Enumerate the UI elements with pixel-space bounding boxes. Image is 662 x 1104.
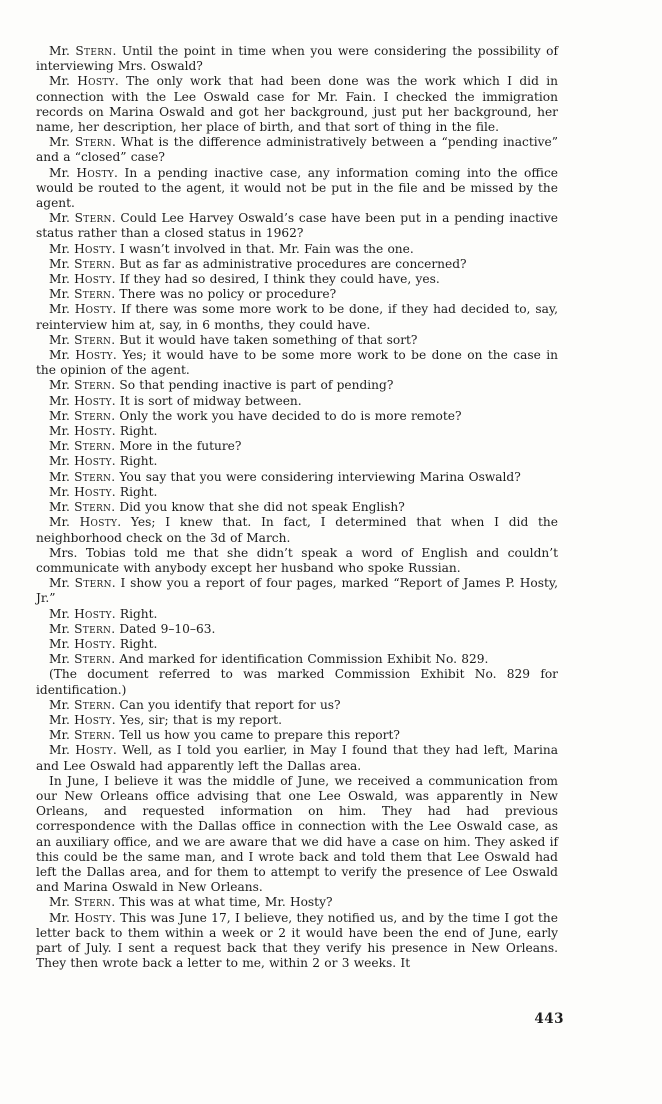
speaker-prefix: Mr. <box>49 165 77 180</box>
paragraph: Mr. Hosty. Right. <box>49 454 158 469</box>
speaker-name: Hosty <box>74 910 112 925</box>
paragraph: (The document referred to was marked Commission Exhibit No. 829 for identification.) <box>36 667 558 697</box>
speaker-prefix: Mr. <box>49 910 75 925</box>
speaker-name: Stern <box>74 728 112 743</box>
paragraph: Mr. Stern. I show you a report of four pages, marked “Report of James P. Hosty, Jr.” <box>36 576 558 606</box>
paragraph: Mr. Hosty. Right. <box>49 484 158 499</box>
speaker-name: Stern <box>74 576 112 591</box>
speaker-prefix: Mr. <box>49 743 76 758</box>
speaker-name: Hosty <box>76 165 115 180</box>
speaker-name: Stern <box>74 697 112 712</box>
paragraph: Mrs. Tobias told me that she didn’t speak a word of English and couldn’t communicate with anybody except her husband who spoke Russian. <box>36 545 558 575</box>
speaker-name: Hosty <box>75 348 113 363</box>
paragraph: Mr. Hosty. This was June 17, I believe, they notified us, and by the time I got the letter back to them within a week or 2 it would have been the end of June, early part of July. I sent a request back that they verify his presence in New Orleans. They then wrote back a letter to me, within 2 or 3 weeks. It <box>36 910 558 971</box>
speaker-name: Hosty <box>77 74 115 89</box>
paragraph: Mr. Hosty. Right. <box>49 424 158 439</box>
speaker-prefix: Mr. <box>49 272 75 287</box>
speaker-name: Hosty <box>74 454 112 469</box>
speaker-prefix: Mr. <box>49 621 75 636</box>
speaker-prefix: Mr. <box>49 515 80 530</box>
speaker-name: Hosty <box>74 484 112 499</box>
speaker-name: Hosty <box>79 515 118 530</box>
paragraph: Mr. Stern. Did you know that she did not speak English? <box>49 500 405 515</box>
speaker-name: Stern <box>74 256 112 271</box>
speaker-name: Hosty <box>75 743 113 758</box>
speaker-prefix: Mr. <box>49 652 75 667</box>
paragraph: Mr. Hosty. Right. <box>49 606 158 621</box>
paragraph: Mr. Hosty. It is sort of midway between. <box>49 393 302 408</box>
paragraph: Mr. Hosty. Yes; I knew that. In fact, I determined that when I did the neighborhood check on the 3d of March. <box>36 515 558 545</box>
page-number: 443 <box>534 1011 564 1027</box>
speaker-prefix: Mr. <box>49 378 75 393</box>
speaker-name: Stern <box>74 652 112 667</box>
speaker-prefix: Mr. <box>49 74 78 89</box>
paragraph: Mr. Stern. Dated 9–10–63. <box>49 621 216 636</box>
speaker-prefix: Mr. <box>49 636 75 651</box>
paragraph: Mr. Hosty. Well, as I told you earlier, in May I found that they had left, Marina and Lee Oswald had apparently left the Dallas area. <box>36 743 558 773</box>
speaker-name: Stern <box>74 332 112 347</box>
speaker-name: Hosty <box>74 712 112 727</box>
document-body <box>36 44 558 971</box>
speaker-name: Hosty <box>74 272 112 287</box>
speaker-prefix: Mr. <box>49 712 75 727</box>
paragraph: Mr. Hosty. If there was some more work to be done, if they had decided to, say, reinterview him at, say, in 6 months, they could have. <box>36 302 558 332</box>
speaker-name: Stern <box>74 469 112 484</box>
speaker-name: Stern <box>74 287 112 302</box>
paragraph: Mr. Stern. And marked for identification Commission Exhibit No. 829. <box>49 652 489 667</box>
speaker-prefix: Mr. <box>49 424 75 439</box>
paragraph: Mr. Stern. There was no policy or procedure? <box>49 287 337 302</box>
speaker-name: Hosty <box>74 393 112 408</box>
paragraph: Mr. Stern. Tell us how you came to prepare this report? <box>49 728 400 743</box>
speaker-name: Stern <box>74 500 112 515</box>
paragraph: Mr. Hosty. Right. <box>49 636 158 651</box>
paragraph: Mr. Hosty. Yes; it would have to be some more work to be done on the case in the opinion of the agent. <box>36 348 558 378</box>
paragraph: Mr. Hosty. Yes, sir; that is my report. <box>49 712 282 727</box>
speaker-name: Hosty <box>74 424 112 439</box>
speaker-prefix: Mr. <box>49 606 75 621</box>
paragraph: Mr. Stern. More in the future? <box>49 439 242 454</box>
speaker-name: Hosty <box>74 636 112 651</box>
paragraph: Mr. Stern. Only the work you have decided to do is more remote? <box>49 408 462 423</box>
speaker-prefix: Mr. <box>49 408 75 423</box>
speaker-prefix: Mr. <box>49 44 76 58</box>
paragraph: Mr. Stern. You say that you were considering interviewing Marina Oswald? <box>49 469 521 484</box>
speaker-name: Stern <box>74 895 112 910</box>
speaker-name: Stern <box>74 439 112 454</box>
speaker-prefix: Mr. <box>49 287 75 302</box>
paragraph: Mr. Stern. Could Lee Harvey Oswald’s case have been put in a pending inactive status rather than a closed status in 1962? <box>36 211 558 241</box>
paragraph: Mr. Stern. Can you identify that report for us? <box>49 697 341 712</box>
paragraph: Mr. Stern. Until the point in time when you were considering the possibility of interviewing Mrs. Oswald? <box>36 44 558 74</box>
speaker-prefix: Mr. <box>49 484 75 499</box>
paragraph: Mr. Stern. This was at what time, Mr. Hosty? <box>49 895 333 910</box>
speaker-prefix: Mr. <box>49 728 75 743</box>
speaker-name: Hosty <box>74 302 113 317</box>
speaker-prefix: Mr. <box>49 439 75 454</box>
speaker-prefix: Mr. <box>49 211 75 226</box>
speaker-name: Stern <box>74 621 112 636</box>
speaker-prefix: Mr. <box>49 454 75 469</box>
speaker-name: Hosty <box>74 241 112 256</box>
paragraph: Mr. Stern. What is the difference administratively between a “pending inactive” and a “closed” case? <box>36 135 558 165</box>
paragraph: Mr. Hosty. In a pending inactive case, any information coming into the office would be routed to the agent, it would not be put in the file and be missed by the agent. <box>36 165 558 211</box>
speaker-prefix: Mr. <box>49 500 75 515</box>
paragraph: Mr. Hosty. If they had so desired, I think they could have, yes. <box>49 272 440 287</box>
paragraph: Mr. Stern. So that pending inactive is part of pending? <box>49 378 394 393</box>
speaker-prefix: Mr. <box>49 469 75 484</box>
speaker-prefix: Mr. <box>49 576 75 591</box>
speaker-prefix: Mr. <box>49 135 75 150</box>
speaker-prefix: Mr. <box>49 895 75 910</box>
speaker-name: Stern <box>74 378 112 393</box>
speaker-prefix: Mr. <box>49 697 75 712</box>
speaker-name: Stern <box>74 408 112 423</box>
paragraph: Mr. Stern. But as far as administrative procedures are concerned? <box>49 256 467 271</box>
speaker-prefix: Mr. <box>49 302 75 317</box>
speaker-prefix: Mr. <box>49 393 75 408</box>
speaker-name: Stern <box>74 211 112 226</box>
paragraph: Mr. Hosty. I wasn’t involved in that. Mr. Fain was the one. <box>49 241 414 256</box>
speaker-prefix: Mr. <box>49 241 75 256</box>
speaker-name: Stern <box>75 44 113 58</box>
speaker-prefix: Mr. <box>49 332 75 347</box>
paragraph: Mr. Hosty. The only work that had been done was the work which I did in connection with the Lee Oswald case for Mr. Fain. I checked the immigration records on Marina Oswald and got her background, just put her background, her name, her description, her place of birth, and that sort of thing in the file. <box>36 74 558 135</box>
speaker-name: Hosty <box>74 606 112 621</box>
paragraph: Mr. Stern. But it would have taken something of that sort? <box>49 332 418 347</box>
speaker-prefix: Mr. <box>49 348 76 363</box>
speaker-name: Stern <box>74 135 112 150</box>
speaker-prefix: Mr. <box>49 256 75 271</box>
paragraph: In June, I believe it was the middle of June, we received a communication from our New Orleans office advising that one Lee Oswald, was apparently in New Orleans, and requested information on him. They had had previous correspondence with the Dallas office in connection with the Lee Oswald case, as an auxiliary office, and we are aware that we did have a case on him. They asked if this could be the same man, and I wrote back and told them that Lee Oswald had left the Dallas area, and for them to attempt to verify the presence of Lee Oswald and Marina Oswald in New Orleans. <box>36 773 558 895</box>
